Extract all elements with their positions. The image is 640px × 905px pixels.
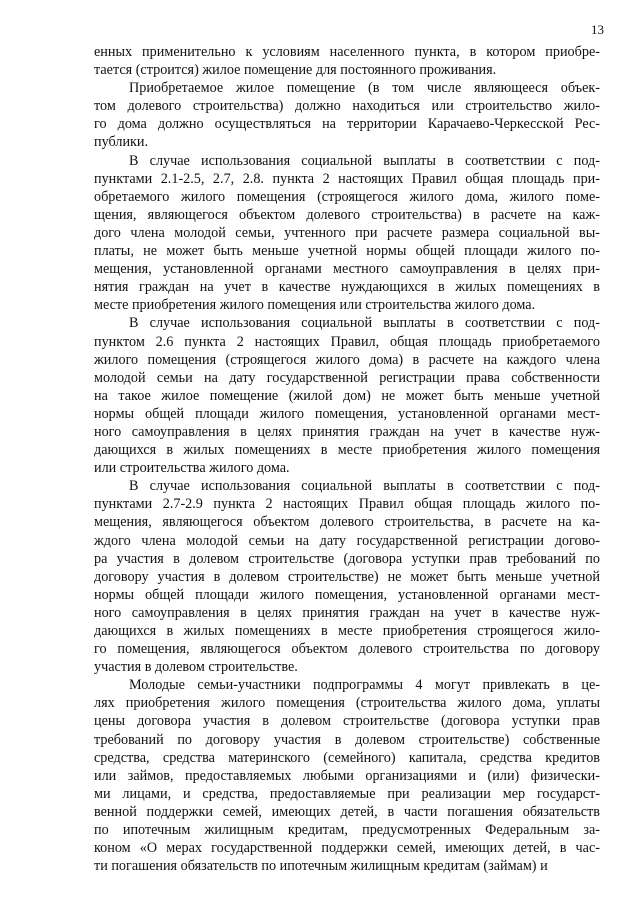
text-line: пунктом 2.6 пункта 2 настоящих Правил, общая площадь приобретаемого [94, 333, 600, 350]
text-line: дающихся в жилых помещениях в месте приобретения строящегося жило- [94, 623, 600, 639]
text-line: мещения, установленной органами местного самоуправления в целях при- [94, 261, 600, 278]
paragraph [94, 477, 600, 676]
text-line: ного самоуправления в целях принятия граждан на учет в качестве нуж- [94, 423, 600, 440]
paragraph [94, 676, 600, 875]
text-line: требований по договору участия в долевом строительстве) собственные [94, 731, 600, 748]
text-line: го дома должно осуществляться на территории Карачаево-Черкесской Рес- [94, 116, 600, 133]
text-line: нормы общей площади жилого помещения, установленной органами мест- [94, 586, 600, 603]
text-line: ного самоуправления в целях принятия граждан на учет в качестве нуж- [94, 604, 600, 621]
text-line: пунктами 2.7-2.9 пункта 2 настоящих Правил общая площадь жилого по- [94, 496, 600, 513]
text-line: молодой семьи на дату государственной регистрации права собственности [94, 369, 600, 386]
text-line: Приобретаемое жилое помещение (в том числе являющееся объек- [129, 80, 600, 97]
page-number: 13 [591, 22, 604, 37]
text-line: публики. [94, 134, 149, 151]
text-line: пунктами 2.1-2.5, 2.7, 2.8. пункта 2 настоящих Правил общая площадь при- [94, 170, 600, 187]
text-line: Молодые семьи-участники подпрограммы 4 могут привлекать в це- [129, 677, 600, 694]
body-text [94, 43, 600, 875]
text-line: цены договора участия в долевом строительстве (договора уступки прав [94, 713, 600, 730]
paragraph [94, 314, 600, 477]
text-line: обретаемого жилого помещения (строящегося жилого дома, жилого поме- [94, 188, 600, 205]
text-line: средства, средства материнского (семейного) капитала, средства кредитов [94, 749, 600, 766]
text-line: дающихся в жилых помещениях в месте приобретения жилого помещения [94, 442, 600, 459]
text-line: месте приобретения жилого помещения или строительства жилого дома. [94, 297, 536, 314]
text-line: ждого члена молодой семьи на дату государственной регистрации догово- [94, 532, 600, 549]
text-line: щения, являющегося объектом долевого строительства) в расчете на каж- [94, 206, 600, 223]
text-line: дого члена молодой семьи, учтенного при расчете размера социальной вы- [94, 224, 600, 241]
text-line: венной поддержки семей, имеющих детей, в части погашения обязательств [94, 803, 600, 820]
text-line: лях приобретения жилого помещения (строительства жилого дома, уплаты [94, 695, 600, 712]
paragraph [94, 43, 600, 79]
text-line: или займов, предоставляемых любыми организациями и (или) физически- [94, 767, 600, 784]
text-line: платы, не может быть меньше учетной нормы общей площади жилого по- [94, 243, 600, 260]
text-line: по ипотечным жилищным кредитам, предусмотренных Федеральным за- [94, 822, 600, 839]
text-line: В случае использования социальной выплаты в соответствии с под- [129, 152, 600, 169]
text-line: енных применительно к условиям населенного пункта, в котором приобре- [94, 44, 600, 60]
text-line: или строительства жилого дома. [94, 460, 290, 477]
text-line: В случае использования социальной выплаты в соответствии с под- [129, 478, 600, 495]
text-line: том долевого строительства) должно находиться или строительство жило- [94, 98, 600, 115]
text-line: коном «О мерах государственной поддержки семей, имеющих детей, в час- [94, 840, 600, 857]
text-line: ти погашения обязательств по ипотечным жилищным кредитам (займам) и [94, 858, 548, 875]
text-line: ра участия в долевом строительстве (договора уступки прав требований по [94, 550, 600, 567]
text-line: го помещения, являющегося объектом долевого строительства по договору [94, 641, 600, 658]
text-line: нятия граждан на учет в качестве нуждающихся в жилых помещениях в [94, 279, 600, 296]
text-line: на такое жилое помещение (жилой дом) не может быть меньше учетной [94, 387, 600, 404]
text-line: нормы общей площади жилого помещения, установленной органами мест- [94, 405, 600, 422]
text-line: ми лицами, и средства, предоставляемые при реализации мер государст- [94, 785, 600, 802]
paragraph [94, 152, 600, 315]
text-line: мещения, являющегося объектом долевого строительства, в расчете на ка- [94, 514, 600, 531]
text-line: жилого помещения (строящегося жилого дома) в расчете на каждого члена [94, 351, 600, 368]
paragraph [94, 79, 600, 151]
text-line: участия в долевом строительстве. [94, 659, 298, 676]
text-line: договору участия в долевом строительстве) не может быть меньше учетной [94, 568, 600, 585]
text-line: тается (строится) жилое помещение для постоянного проживания. [94, 62, 497, 79]
text-line: В случае использования социальной выплаты в соответствии с под- [129, 315, 600, 332]
